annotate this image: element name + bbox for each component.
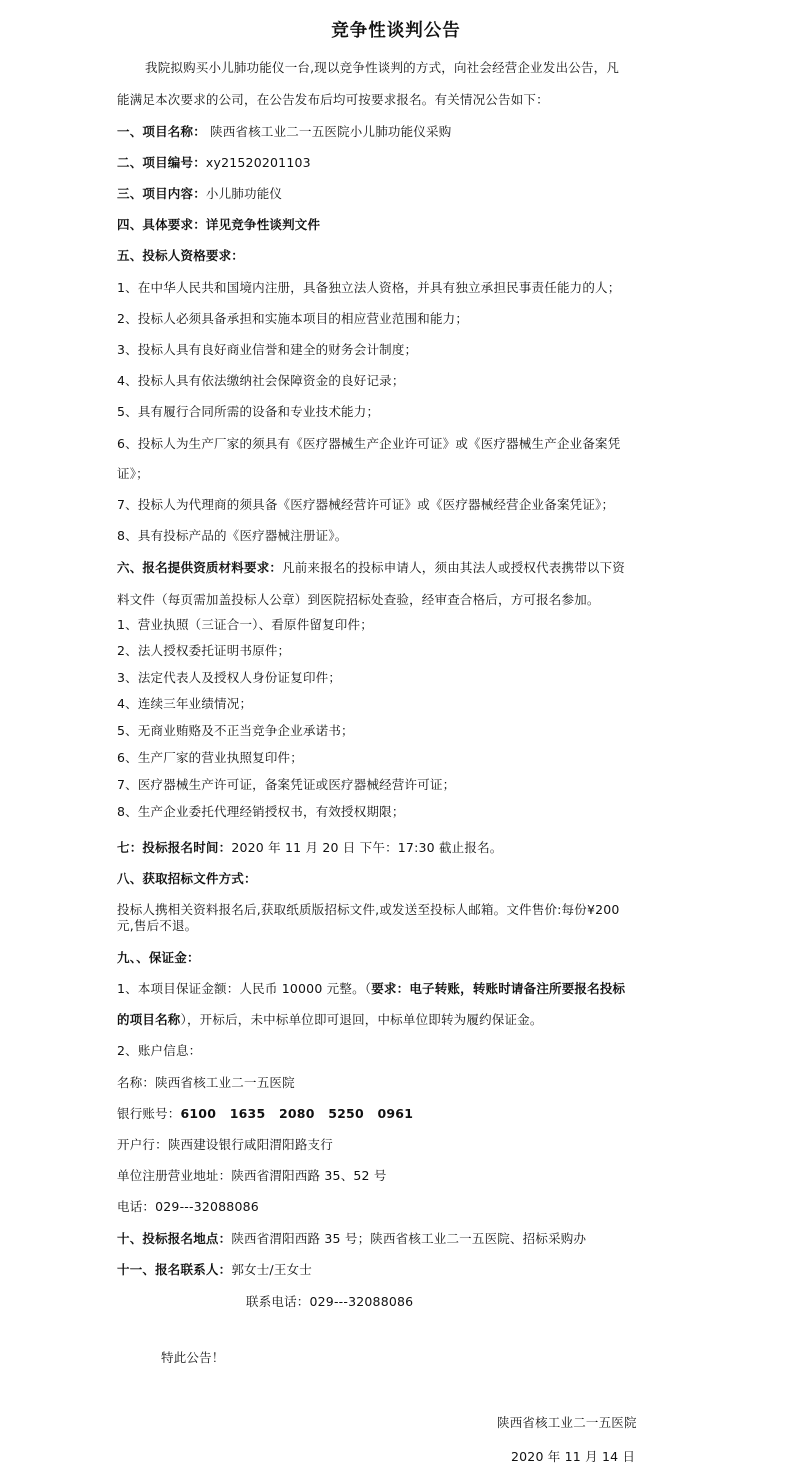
material-item: 8、生产企业委托代理经销授权书，有效授权期限； [117,804,405,819]
opening-bank-value: 陕西建设银行咸阳渭阳路支行 [167,1137,333,1152]
material-item: 5、无商业贿赂及不正当竞争企业承诺书； [117,723,354,738]
telephone-label: 电话： [117,1199,156,1214]
section-2 [117,155,311,171]
deposit-amount: 1、本项目保证金额：人民币 10000 元整。（ [117,981,372,996]
section-6 [117,560,625,576]
closing-text: 特此公告！ [161,1350,225,1365]
section-6-text-2: 料文件（每页需加盖投标人公章）到医院招标处查验，经审查合格后，方可报名参加。 [117,592,600,607]
telephone-value: 029---32088086 [155,1199,259,1214]
section-1 [117,124,451,140]
section-7-label: 七：投标报名时间： [117,840,232,855]
account-name-label: 名称： [117,1075,156,1090]
qualification-item: 4、投标人具有依法缴纳社会保障资金的良好记录； [117,373,405,388]
deposit-paragraph-1-cont [117,1012,543,1028]
intro-line-1: 我院拟购买小儿肺功能仪一台,现以竞争性谈判的方式，向社会经营企业发出公告，凡 [145,60,620,75]
section-8-label: 八、获取招标文件方式： [117,871,257,886]
section-3 [117,186,282,202]
qualification-item: 2、投标人必须具备承担和实施本项目的相应营业范围和能力； [117,311,469,326]
section-10 [117,1231,586,1247]
document-title: 竞争性谈判公告 [331,21,461,41]
contact-phone: 联系电话：029---32088086 [246,1294,414,1309]
registration-location: 陕西省渭阳西路 35 号；陕西省核工业二一五医院、招标采购办 [231,1231,587,1246]
section-3-label: 三、项目内容： [117,186,206,201]
material-item: 4、连续三年业绩情况； [117,696,253,711]
registration-deadline: 2020 年 11 月 20 日 下午：17:30 截止报名。 [231,840,503,855]
registered-address-label: 单位注册营业地址： [117,1168,232,1183]
section-1-label: 一、项目名称： [117,124,206,139]
section-11 [117,1262,312,1278]
qualification-item: 5、具有履行合同所需的设备和专业技术能力； [117,404,380,419]
section-5-label: 五、投标人资格要求： [117,248,245,263]
material-item: 2、法人授权委托证明书原件； [117,643,291,658]
section-10-label: 十、投标报名地点： [117,1231,232,1246]
qualification-item: 6、投标人为生产厂家的须具有《医疗器械生产企业许可证》或《医疗器械生产企业备案凭 [117,436,621,451]
qualification-item: 3、投标人具有良好商业信誉和建全的财务会计制度； [117,342,418,357]
deposit-refund-note: ），开标后，未中标单位即可退回，中标单位即转为履约保证金。 [180,1012,543,1027]
qualification-item: 证》； [117,466,149,481]
account-info-label: 2、账户信息： [117,1043,202,1058]
section-11-label: 十一、报名联系人： [117,1262,232,1277]
material-item: 1、营业执照（三证合一）、看原件留复印件； [117,617,373,632]
deposit-requirement-cont: 的项目名称 [117,1012,181,1027]
bank-account-number: 6100 1635 2080 5250 0961 [180,1106,414,1121]
opening-bank-label: 开户行： [117,1137,168,1152]
section-7 [117,840,502,856]
section-6-label: 六、报名提供资质材料要求： [117,560,283,575]
project-number: xy21520201103 [205,155,311,170]
registered-address [117,1168,387,1184]
intro-line-2: 能满足本次要求的公司，在公告发布后均可按要求报名。有关情况公告如下： [117,92,549,107]
account-name-value: 陕西省核工业二一五医院 [155,1075,295,1090]
section-4: 四、具体要求：详见竞争性谈判文件 [117,217,321,232]
bank-account-label: 银行账号： [117,1106,181,1121]
section-8-line-1: 投标人携相关资料报名后,获取纸质版招标文件,或发送至投标人邮箱。文件售价:每份¥200 [117,902,620,917]
contact-persons: 郭女士/王女士 [231,1262,312,1277]
signature-date: 2020 年 11 月 14 日 [511,1449,636,1464]
section-6-text-1: 凡前来报名的投标申请人，须由其法人或授权代表携带以下资 [282,560,626,575]
signature-organization: 陕西省核工业二一五医院 [497,1415,637,1430]
qualification-item: 7、投标人为代理商的须具备《医疗器械经营许可证》或《医疗器械经营企业备案凭证》； [117,497,615,512]
project-name: 陕西省核工业二一五医院小儿肺功能仪采购 [210,124,452,139]
deposit-requirement: 要求：电子转账，转账时请备注所要报名投标 [371,981,626,996]
section-2-label: 二、项目编号： [117,155,206,170]
material-item: 7、医疗器械生产许可证，备案凭证或医疗器械经营许可证； [117,777,456,792]
opening-bank [117,1137,333,1153]
section-8-line-2: 元,售后不退。 [117,918,198,933]
qualification-item: 1、在中华人民共和国境内注册，具备独立法人资格，并具有独立承担民事责任能力的人； [117,280,621,295]
deposit-paragraph-1 [117,981,625,997]
material-item: 3、法定代表人及授权人身份证复印件； [117,670,342,685]
project-content: 小儿肺功能仪 [205,186,283,201]
section-9-label: 九、、保证金： [117,950,200,965]
qualification-item: 8、具有投标产品的《医疗器械注册证》。 [117,528,348,543]
material-item: 6、生产厂家的营业执照复印件； [117,750,303,765]
bank-account [117,1106,413,1122]
registered-address-value: 陕西省渭阳西路 35、52 号 [231,1168,387,1183]
account-name [117,1075,295,1091]
telephone [117,1199,259,1215]
